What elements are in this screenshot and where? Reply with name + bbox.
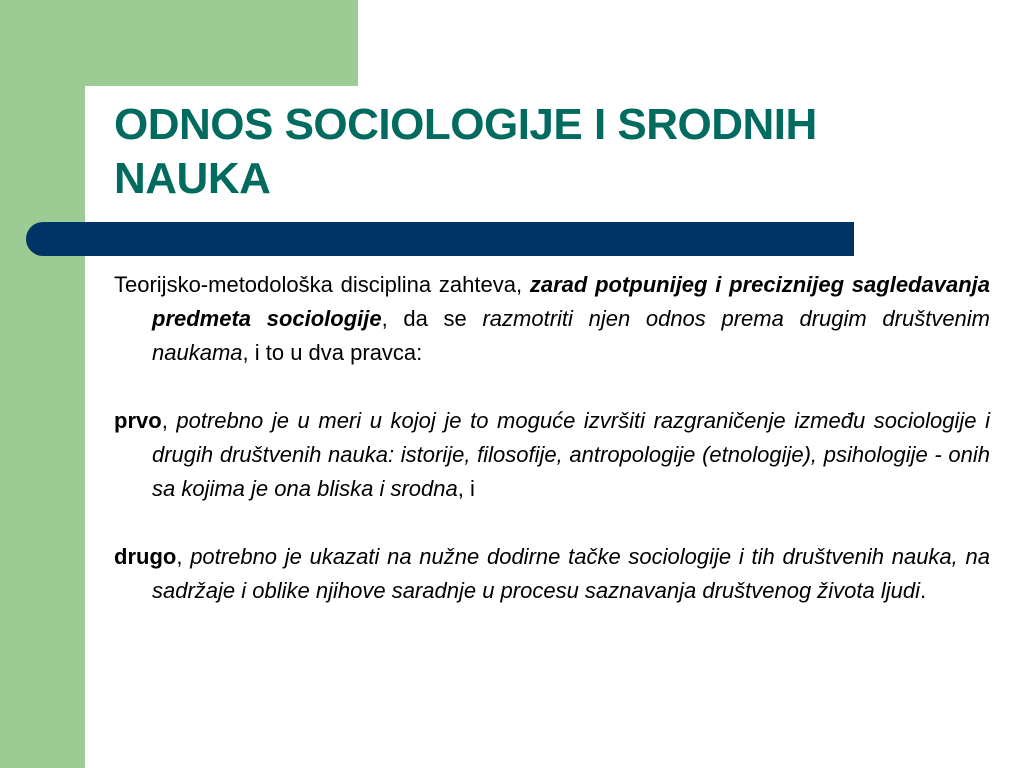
drugo-end: . bbox=[920, 578, 927, 603]
drugo-italic: potrebno je ukazati na nužne dodirne tačke sociologije i tih društvenih nauka, na sadržaje i oblike njihove saradnje u procesu saznavanja društvenog života ljudi bbox=[152, 544, 990, 603]
title-underline-bar bbox=[26, 222, 854, 256]
prvo-sep: , bbox=[161, 408, 177, 433]
title-line-1: ODNOS SOCIOLOGIJE I SRODNIH bbox=[114, 100, 817, 149]
drugo-sep: , bbox=[176, 544, 191, 569]
paragraph-drugo bbox=[114, 540, 990, 608]
slide-title bbox=[114, 98, 994, 206]
paragraph-prvo bbox=[114, 404, 990, 506]
green-top-band bbox=[0, 0, 358, 86]
drugo-label: drugo bbox=[114, 544, 177, 569]
intro-text-1: Teorijsko-metodološka disciplina zahteva, bbox=[114, 272, 530, 297]
prvo-italic: potrebno je u meri u kojoj je to moguće izvršiti razgraničenje između sociologije i drugih društvenih nauka: istorije, filosofije, antropologije (etnologije), psihologije - onih sa kojima je ona bliska i srodna bbox=[152, 408, 990, 501]
intro-text-2: , da se bbox=[381, 306, 483, 331]
prvo-label: prvo bbox=[114, 408, 162, 433]
intro-text-3: , i to u dva pravca: bbox=[242, 340, 423, 365]
title-line-2: NAUKA bbox=[114, 154, 271, 203]
green-side-band bbox=[0, 0, 85, 768]
intro-emphasis: zarad potpunijeg i preciznijeg sagledavanja predmeta sociologije bbox=[152, 272, 990, 331]
intro-italic: razmotriti njen odnos prema drugim društvenim naukama bbox=[152, 306, 991, 365]
paragraph-intro bbox=[114, 268, 990, 370]
prvo-end: , i bbox=[457, 476, 475, 501]
slide-body bbox=[114, 268, 990, 608]
